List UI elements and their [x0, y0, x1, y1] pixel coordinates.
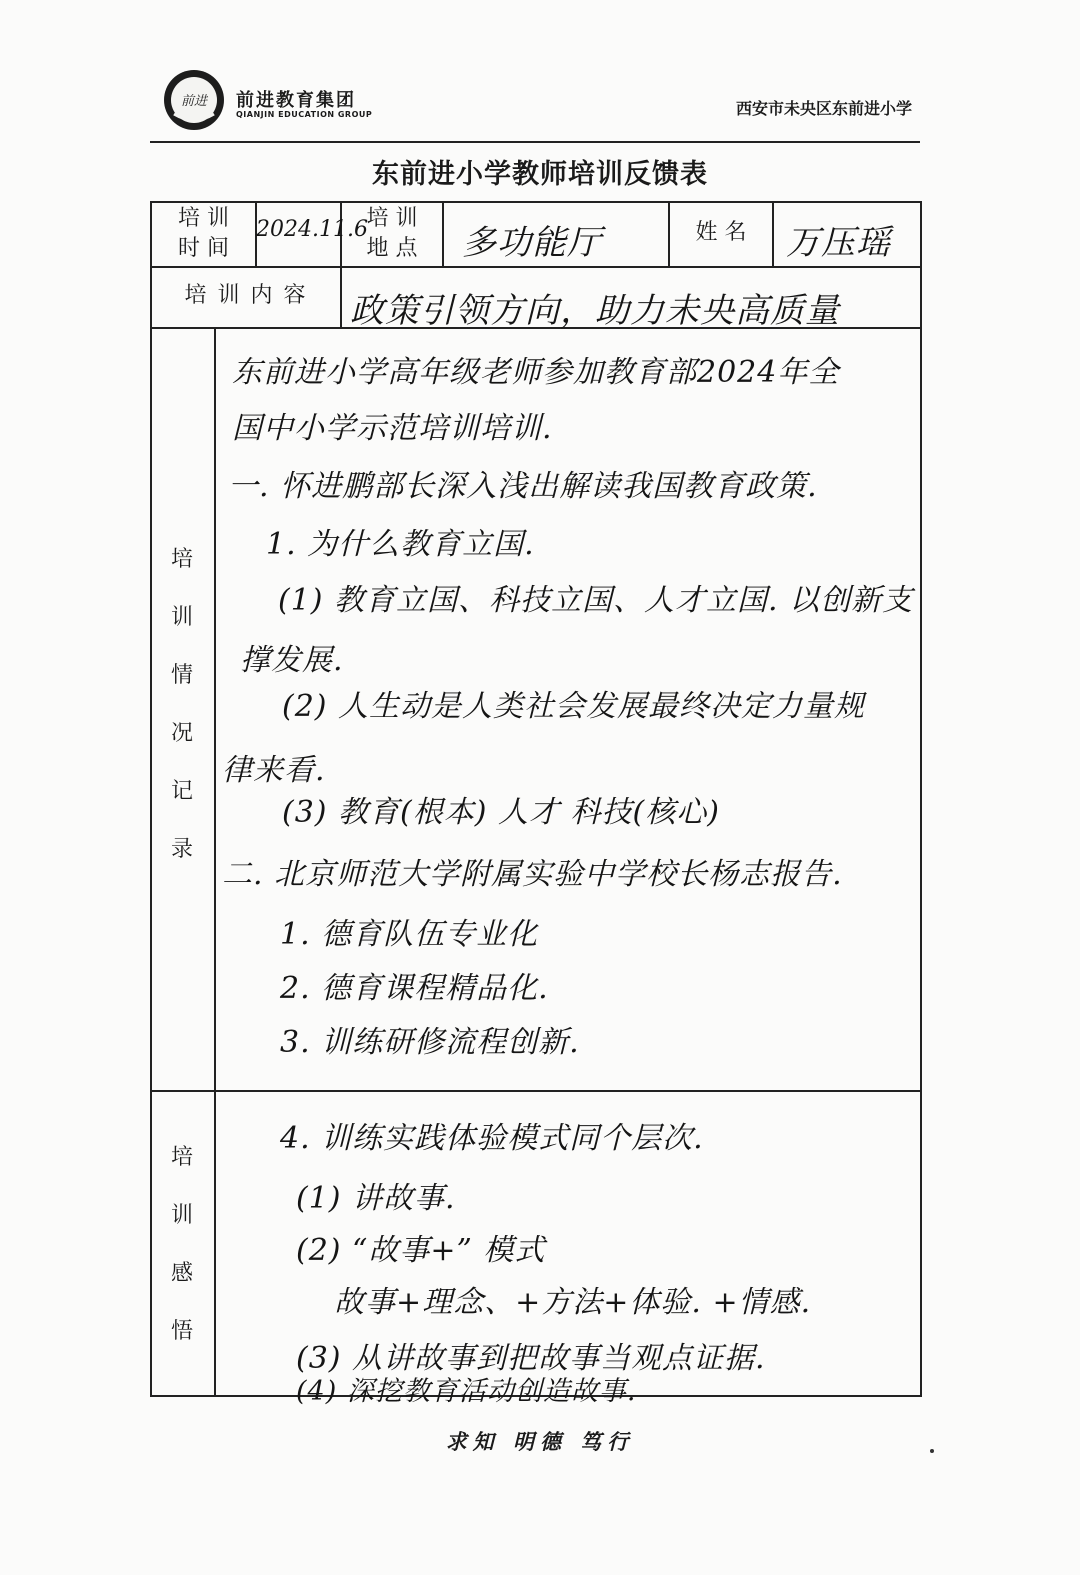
school-motto: 求知 明德 笃行	[445, 1429, 635, 1454]
group-name: 前进教育集团	[236, 90, 356, 111]
record-line-10: 二. 北京师范大学附属实验中学校长杨志报告.	[222, 857, 843, 892]
row-divider-3	[150, 1090, 922, 1092]
reflection-line-2: (1) 讲故事.	[296, 1181, 456, 1216]
reflection-line-4: 故事+理念、+方法+体验. +情感.	[334, 1285, 812, 1320]
training-time-label-line1: 培 训	[178, 206, 229, 231]
col-divider-content	[340, 267, 342, 328]
training-place-label-line1: 培 训	[366, 206, 418, 231]
feedback-table	[150, 201, 922, 1407]
record-line-5: (1) 教育立国、科技立国、人才立国. 以创新支	[278, 583, 914, 618]
reflection-line-5: (3) 从讲故事到把故事当观点证据.	[296, 1341, 766, 1376]
record-line-8: 律来看.	[222, 753, 326, 788]
table-border-top	[150, 201, 922, 203]
record-label-char-6: 录	[170, 837, 193, 862]
reflection-section-label	[152, 1129, 212, 1361]
scan-speck	[930, 1449, 934, 1453]
training-place-value: 多功能厅	[462, 223, 602, 263]
document-title: 东前进小学教师培训反馈表	[372, 159, 708, 190]
record-label-char-2: 训	[170, 605, 193, 630]
reflection-label-char-2: 训	[170, 1203, 193, 1228]
record-line-7: (2) 人生动是人类社会发展最终决定力量规	[282, 689, 866, 724]
training-content-label: 培 训 内 容	[184, 283, 308, 308]
record-line-11: 1. 德育队伍专业化	[280, 917, 539, 952]
reflection-line-1: 4. 训练实践体验模式同个层次.	[280, 1121, 704, 1156]
qianjin-logo-icon	[162, 68, 226, 132]
reflection-label-char-4: 悟	[170, 1319, 193, 1344]
group-name-en: QIANJIN EDUCATION GROUP	[236, 110, 373, 119]
name-label: 姓 名	[695, 220, 747, 245]
reflection-line-3: (2) “故事+” 模式	[296, 1233, 546, 1268]
col-divider-5	[772, 201, 774, 267]
training-time-value: 2024.11.6	[256, 217, 368, 242]
record-line-9: (3) 教育(根本) 人才 科技(核心)	[282, 795, 720, 830]
col-divider-label	[214, 328, 216, 1396]
record-section-label	[152, 531, 212, 879]
name-value: 万压瑶	[786, 223, 891, 263]
header-rule	[150, 141, 920, 143]
reflection-label-char-1: 培	[170, 1145, 193, 1170]
logo-text: 前进	[180, 94, 208, 109]
record-label-char-4: 况	[170, 721, 193, 746]
record-line-3: 一. 怀进鹏部长深入浅出解读我国教育政策.	[228, 469, 818, 504]
row-divider-1	[150, 266, 922, 268]
table-border-right	[920, 201, 922, 1397]
record-line-6: 撑发展.	[240, 643, 344, 678]
record-label-char-1: 培	[170, 547, 193, 572]
training-place-label-line2: 地 点	[366, 236, 418, 261]
reflection-label-char-3: 感	[170, 1261, 193, 1286]
training-time-label	[152, 204, 255, 264]
col-divider-3	[442, 201, 444, 267]
record-label-char-3: 情	[170, 663, 193, 688]
record-line-2: 国中小学示范培训培训.	[232, 411, 553, 446]
training-content-value: 政策引领方向，助力未央高质量	[350, 291, 840, 331]
training-time-label-line2: 时 间	[178, 236, 229, 261]
record-label-char-5: 记	[170, 779, 193, 804]
reflection-line-6: (4) 深挖教育活动创造故事.	[296, 1376, 637, 1407]
record-line-4: 1. 为什么教育立国.	[266, 527, 535, 562]
record-line-12: 2. 德育课程精品化.	[280, 971, 549, 1006]
training-place-label	[342, 204, 442, 264]
record-line-13: 3. 训练研修流程创新.	[280, 1025, 580, 1060]
school-name: 西安市未央区东前进小学	[735, 99, 912, 118]
record-line-1: 东前进小学高年级老师参加教育部2024年全	[232, 355, 840, 390]
